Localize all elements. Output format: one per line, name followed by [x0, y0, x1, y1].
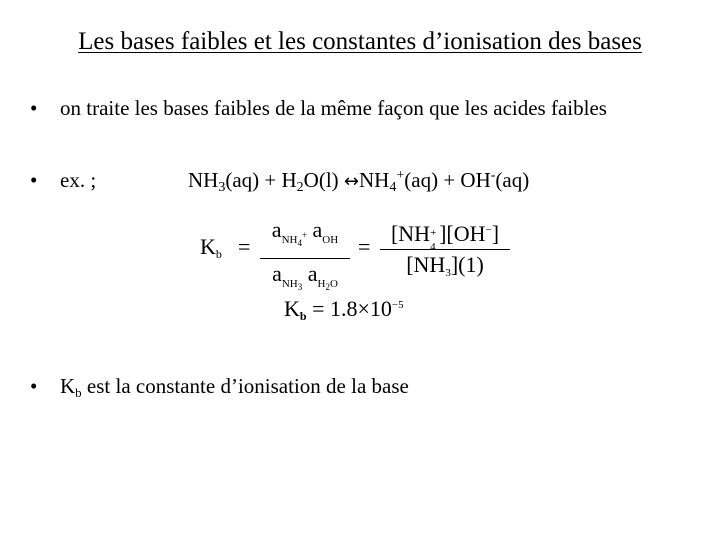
bullet-3-text: est la constante d’ionisation de la base [86, 374, 409, 398]
reaction-equation: $NH_3(aq) + H_2O(l)$ $\leftrightarrow NH_4^+(aq) + OH^-(aq)$ [188, 168, 530, 195]
bullet-marker: • [30, 168, 38, 192]
kb-symbol: $K_b$ [200, 234, 222, 261]
equals-sign-2: = [358, 234, 371, 259]
bullet-3 [30, 374, 409, 401]
kb-label: $K_b$ [60, 374, 82, 400]
bullet-marker: • [30, 96, 38, 120]
bullet-2 [30, 168, 530, 195]
kb-value: $K_b = 1.8\times 10^{-5}$ [284, 296, 404, 323]
bullet-2-label: ex. ; [60, 168, 97, 192]
bullet-1 [30, 96, 607, 121]
equals-sign: = [238, 234, 251, 259]
bullet-marker: • [30, 374, 38, 398]
bullet-1-text: on traite les bases faibles de la même façon que les acides faibles [60, 96, 607, 120]
kb-expression [200, 216, 530, 292]
equilibrium-arrow-icon: ↔ [343, 171, 360, 192]
concentration-denominator: $[NH_3](1)$ [406, 252, 484, 279]
concentration-fraction [380, 216, 510, 287]
concentration-numerator: [NH + 4 ][OH−] [390, 221, 500, 253]
activity-denominator: $a_{NH_3}$ $a_{H_2O}$ [272, 261, 338, 292]
activity-numerator: $a_{NH_4^+}$ $a_{OH}$ [271, 217, 339, 248]
activity-fraction [260, 216, 350, 301]
slide-title: Les bases faibles et les constantes d’ionisation des bases [78, 28, 642, 55]
